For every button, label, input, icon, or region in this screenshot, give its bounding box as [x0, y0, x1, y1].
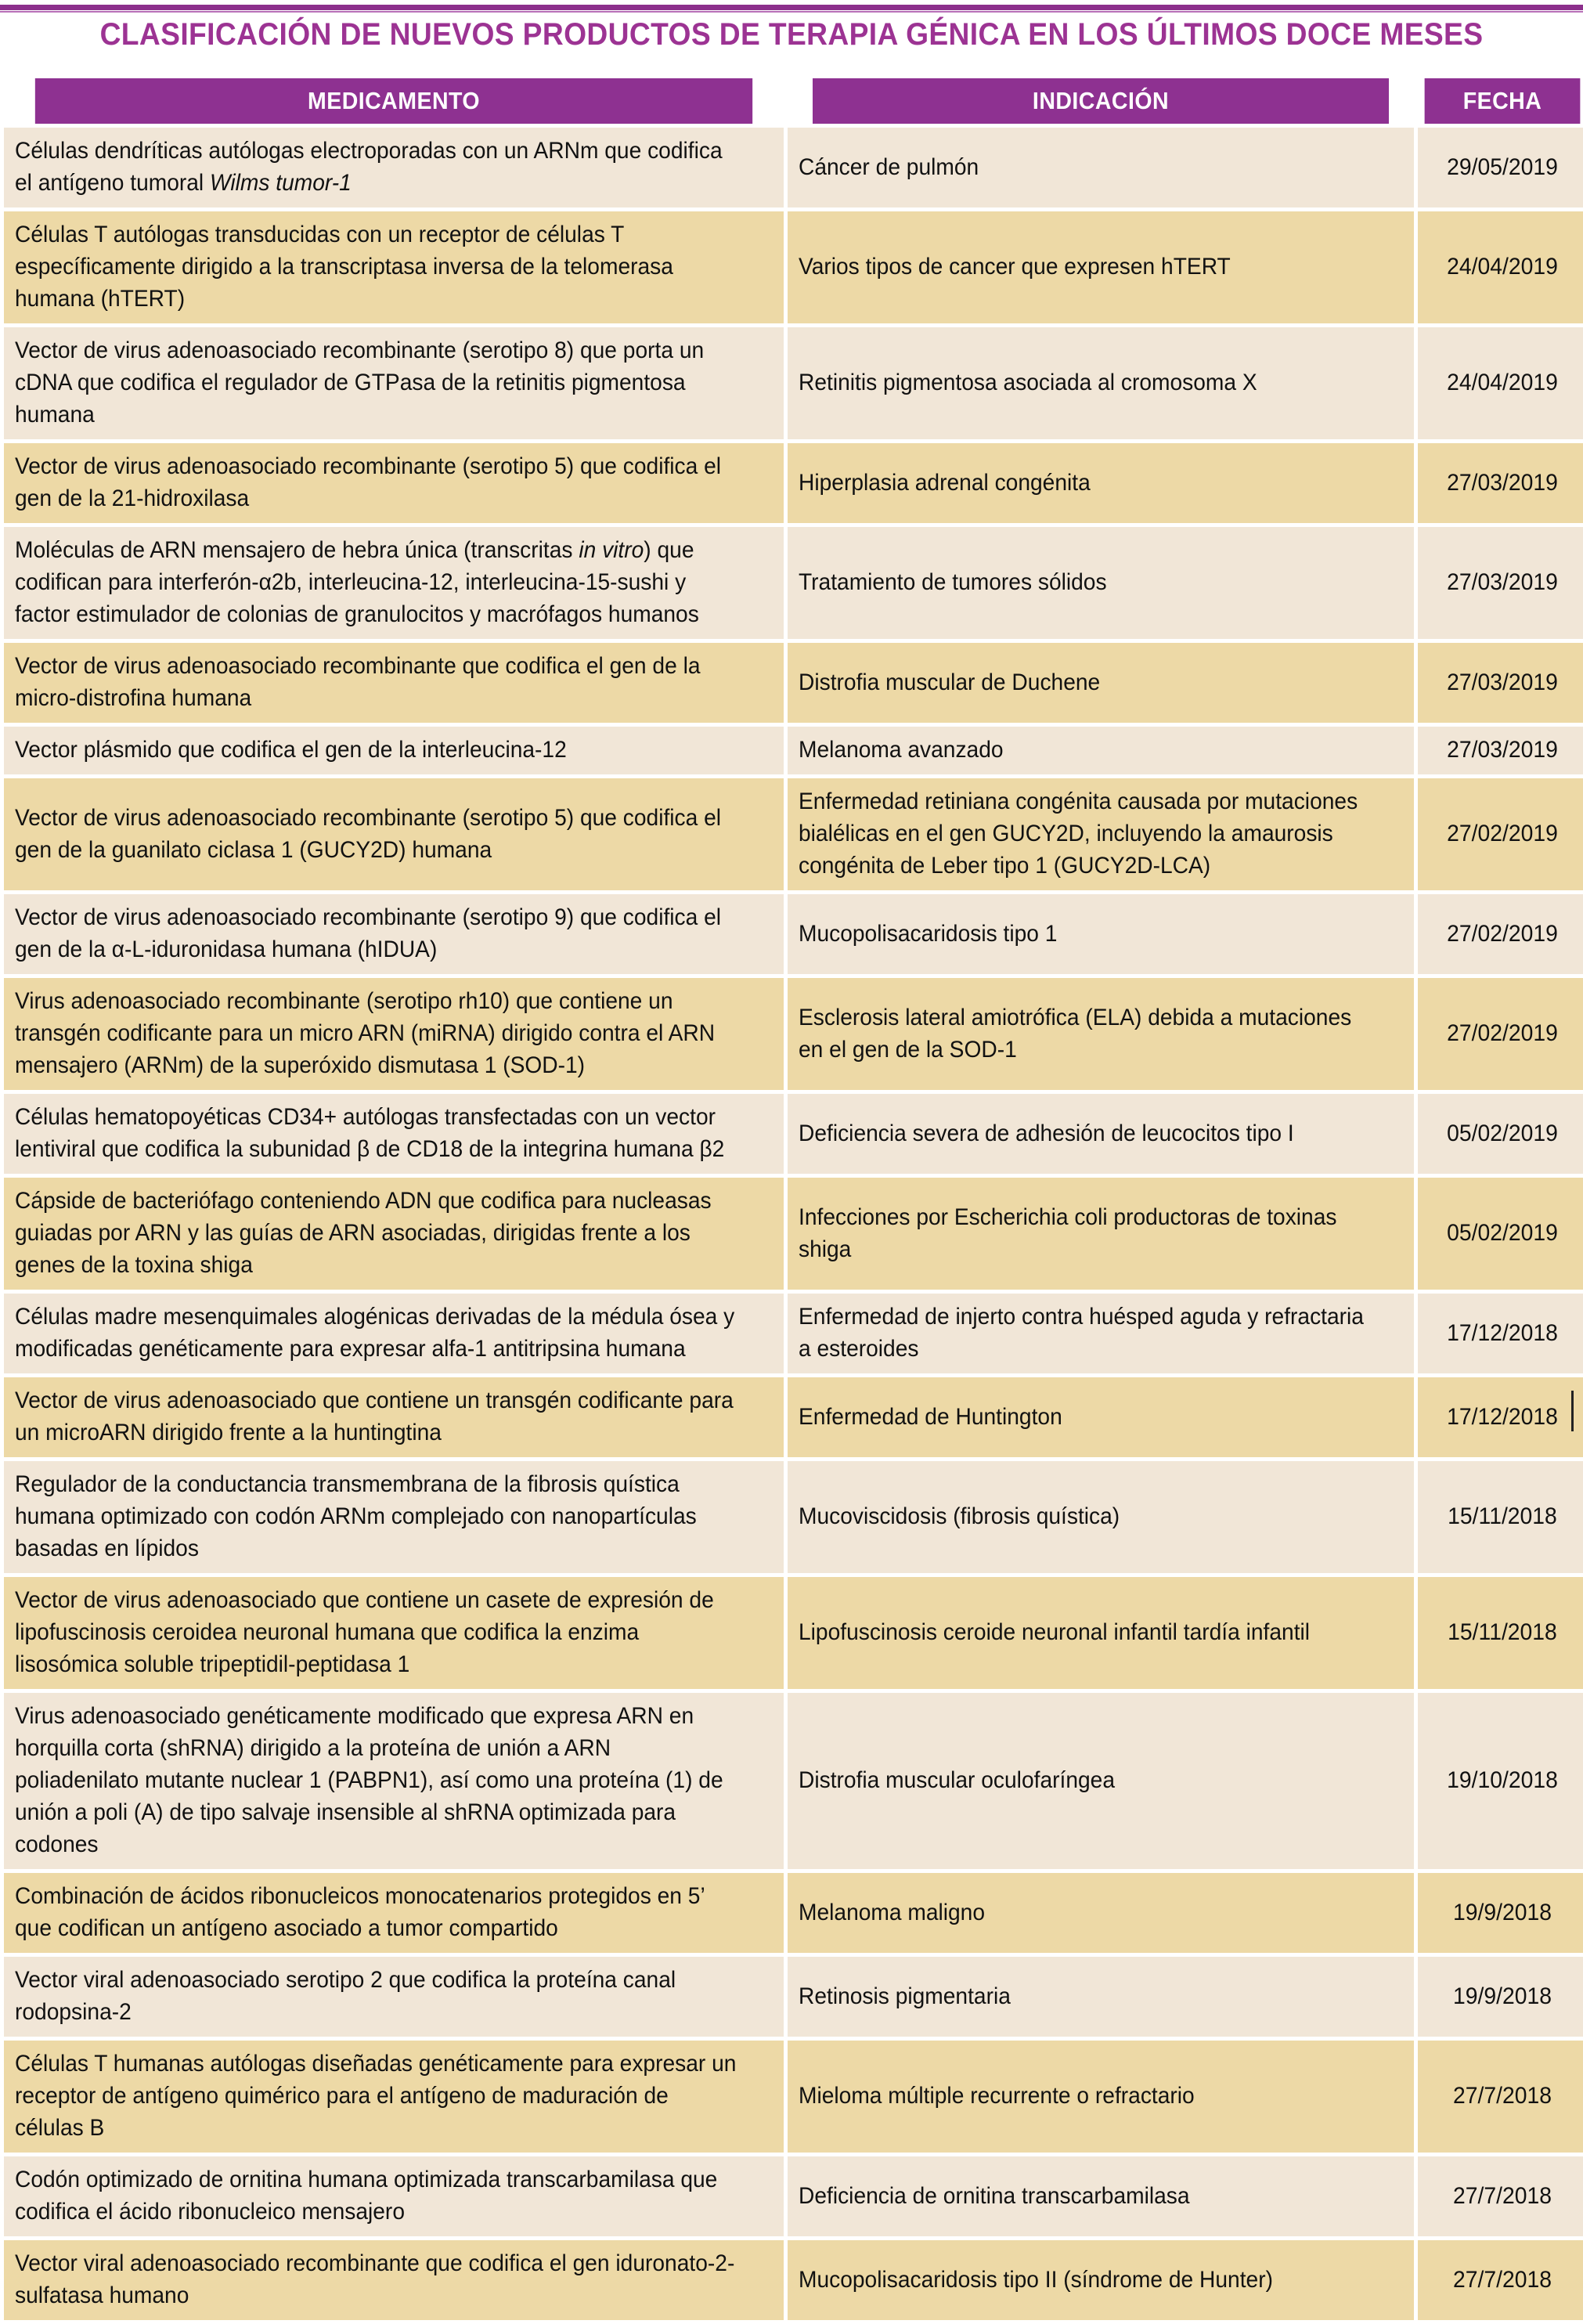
cell-medicamento-text: Células dendríticas autólogas electroporadas con un ARNm que codifica el antígeno tumoral Wilms tumor-1 — [15, 138, 723, 196]
cell-medicamento — [4, 2156, 784, 2236]
cell-fecha-text: 29/05/2019 — [1447, 153, 1558, 180]
cell-medicamento — [4, 443, 784, 523]
cell-fecha-text: 27/03/2019 — [1447, 737, 1558, 763]
cell-fecha — [1418, 2041, 1583, 2153]
cell-indicacion-text: Enfermedad de injerto contra huésped aguda y refractaria a esteroides — [799, 1304, 1364, 1362]
table-row — [4, 1873, 1583, 1953]
header-row — [4, 78, 1583, 124]
table-row — [4, 1094, 1583, 1174]
column-header-fecha: FECHA — [1425, 78, 1581, 124]
table-row — [4, 778, 1583, 890]
table-row — [4, 643, 1583, 723]
cell-medicamento — [4, 1178, 784, 1290]
cell-fecha — [1418, 1178, 1583, 1290]
cell-medicamento — [4, 643, 784, 723]
page-title: CLASIFICACIÓN DE NUEVOS PRODUCTOS DE TERAPIA GÉNICA EN LOS ÚLTIMOS DOCE MESES — [99, 17, 1484, 52]
cell-fecha-text: 27/03/2019 — [1447, 669, 1558, 695]
cell-medicamento — [4, 894, 784, 974]
cell-fecha — [1418, 1577, 1583, 1689]
cell-fecha — [1418, 1693, 1583, 1869]
cell-indicacion — [788, 1461, 1414, 1573]
table-row — [4, 894, 1583, 974]
cell-fecha-text: 27/02/2019 — [1447, 821, 1558, 846]
table-row — [4, 1693, 1583, 1869]
cell-fecha-text: 27/7/2018 — [1453, 2266, 1552, 2293]
gene-therapy-table — [0, 74, 1583, 2324]
cell-indicacion — [788, 778, 1414, 890]
cell-indicacion-text: Mucoviscidosis (fibrosis quística) — [799, 1503, 1120, 1529]
cell-medicamento — [4, 327, 784, 439]
cell-indicacion — [788, 1577, 1414, 1689]
cell-fecha-text: 27/02/2019 — [1447, 1020, 1558, 1046]
cell-fecha — [1418, 1377, 1583, 1457]
cell-medicamento-text: Vector de virus adenoasociado recombinante (serotipo 9) que codifica el gen de la α-L-iduronidasa humana (hIDUA) — [15, 904, 722, 962]
cell-fecha-text: 27/03/2019 — [1447, 569, 1558, 595]
table-row — [4, 1577, 1583, 1689]
cell-medicamento-text: Células hematopoyéticas CD34+ autólogas transfectadas con un vector lentiviral que codifica la subunidad β de CD18 de la integrina humana β2 — [15, 1104, 725, 1162]
cell-medicamento-text: Codón optimizado de ornitina humana optimizada transcarbamilasa que codifica el ácido ribonucleico mensajero — [15, 2167, 718, 2225]
cell-indicacion — [788, 211, 1414, 323]
cell-indicacion — [788, 1377, 1414, 1457]
cell-indicacion — [788, 1957, 1414, 2037]
cell-fecha — [1418, 327, 1583, 439]
gene-therapy-table-wrapper — [0, 74, 1583, 2324]
cell-medicamento-text: Vector de virus adenoasociado que contiene un casete de expresión de lipofuscinosis ceroidea neuronal humana que codifica la enzima lisosómica soluble tripeptidil-peptidasa 1 — [15, 1587, 714, 1677]
cell-indicacion-text: Infecciones por Escherichia coli productoras de toxinas shiga — [799, 1204, 1337, 1262]
cell-indicacion-text: Distrofia muscular de Duchene — [799, 669, 1101, 695]
table-row — [4, 2240, 1583, 2320]
cell-indicacion — [788, 2240, 1414, 2320]
column-header-medicamento: MEDICAMENTO — [35, 78, 752, 124]
cell-indicacion — [788, 978, 1414, 1090]
cell-indicacion-text: Deficiencia de ornitina transcarbamilasa — [799, 2182, 1190, 2209]
cell-fecha-text: 24/04/2019 — [1447, 254, 1558, 280]
cell-fecha — [1418, 1294, 1583, 1373]
cell-fecha — [1418, 727, 1583, 774]
cell-fecha-text: 17/12/2018 — [1447, 1403, 1558, 1430]
cell-fecha — [1418, 211, 1583, 323]
cell-fecha — [1418, 128, 1583, 208]
table-row — [4, 1377, 1583, 1457]
cell-indicacion-text: Hiperplasia adrenal congénita — [799, 469, 1091, 496]
cell-fecha-text: 17/12/2018 — [1447, 1319, 1558, 1346]
cell-indicacion-text: Enfermedad retiniana congénita causada por mutaciones bialélicas en el gen GUCY2D, incluyendo la amaurosis congénita de Leber tipo 1 (GUCY2D-LCA) — [799, 788, 1358, 879]
table-row — [4, 1461, 1583, 1573]
cell-medicamento — [4, 211, 784, 323]
cell-fecha — [1418, 2240, 1583, 2320]
cell-fecha — [1418, 443, 1583, 523]
cell-medicamento — [4, 1294, 784, 1373]
cell-fecha — [1418, 778, 1583, 890]
cell-medicamento — [4, 1693, 784, 1869]
cell-medicamento-text: Células T autólogas transducidas con un receptor de células T específicamente dirigido a la transcriptasa inversa de la telomerasa humana (hTERT) — [15, 222, 673, 312]
cell-fecha-text: 27/7/2018 — [1453, 2182, 1552, 2209]
table-row — [4, 2041, 1583, 2153]
cell-indicacion — [788, 1094, 1414, 1174]
cell-indicacion-text: Lipofuscinosis ceroide neuronal infantil tardía infantil — [799, 1619, 1311, 1645]
table-row — [4, 1957, 1583, 2037]
cell-fecha — [1418, 894, 1583, 974]
cell-indicacion-text: Varios tipos de cancer que expresen hTERT — [799, 254, 1231, 280]
cell-indicacion-text: Tratamiento de tumores sólidos — [799, 569, 1107, 595]
cell-indicacion-text: Cáncer de pulmón — [799, 153, 979, 180]
cell-indicacion — [788, 2156, 1414, 2236]
cell-medicamento-text: Virus adenoasociado genéticamente modificado que expresa ARN en horquilla corta (shRNA) dirigido a la proteína de unión a ARN poliadenilato mutante nuclear 1 (PABPN1), así como una proteína (1) de unión a poli (A) de tipo salvaje insensible al shRNA optimizada para codones — [15, 1703, 723, 1857]
cell-medicamento — [4, 128, 784, 208]
cell-fecha-text: 27/03/2019 — [1447, 469, 1558, 496]
cell-medicamento — [4, 2240, 784, 2320]
cell-fecha — [1418, 1957, 1583, 2037]
cell-fecha — [1418, 1873, 1583, 1953]
table-row — [4, 443, 1583, 523]
cell-fecha — [1418, 527, 1583, 639]
cell-medicamento-text: Combinación de ácidos ribonucleicos monocatenarios protegidos en 5’ que codifican un antígeno asociado a tumor compartido — [15, 1883, 705, 1941]
page-edge-artifact — [1571, 1391, 1574, 1431]
table-row — [4, 1294, 1583, 1373]
cell-indicacion — [788, 443, 1414, 523]
cell-medicamento — [4, 527, 784, 639]
table-body — [4, 128, 1583, 2320]
cell-indicacion-text: Mucopolisacaridosis tipo 1 — [799, 920, 1058, 947]
cell-fecha — [1418, 1461, 1583, 1573]
cell-indicacion — [788, 1693, 1414, 1869]
cell-fecha — [1418, 643, 1583, 723]
table-row — [4, 1178, 1583, 1290]
cell-medicamento-text: Vector viral adenoasociado serotipo 2 que codifica la proteína canal rodopsina-2 — [15, 1967, 676, 2025]
cell-indicacion — [788, 527, 1414, 639]
cell-indicacion — [788, 1294, 1414, 1373]
cell-medicamento-text: Vector de virus adenoasociado recombinante (serotipo 5) que codifica el gen de la 21-hidroxilasa — [15, 453, 722, 511]
cell-medicamento — [4, 1957, 784, 2037]
cell-medicamento-text: Vector de virus adenoasociado recombinante (serotipo 5) que codifica el gen de la guanilato ciclasa 1 (GUCY2D) humana — [15, 804, 722, 863]
cell-medicamento-text: Vector plásmido que codifica el gen de la interleucina-12 — [15, 737, 567, 763]
cell-fecha-text: 15/11/2018 — [1448, 1503, 1557, 1529]
table-row — [4, 2156, 1583, 2236]
cell-medicamento — [4, 978, 784, 1090]
cell-fecha — [1418, 978, 1583, 1090]
cell-indicacion-text: Esclerosis lateral amiotrófica (ELA) debida a mutaciones en el gen de la SOD-1 — [799, 1004, 1352, 1063]
cell-fecha-text: 05/02/2019 — [1447, 1220, 1558, 1246]
table-row — [4, 978, 1583, 1090]
cell-fecha-text: 27/02/2019 — [1447, 920, 1558, 947]
cell-indicacion — [788, 128, 1414, 208]
cell-indicacion — [788, 1873, 1414, 1953]
cell-indicacion — [788, 894, 1414, 974]
cell-medicamento — [4, 778, 784, 890]
cell-indicacion — [788, 1178, 1414, 1290]
cell-medicamento — [4, 727, 784, 774]
cell-indicacion-text: Retinitis pigmentosa asociada al cromosoma X — [799, 370, 1257, 395]
cell-medicamento-text: Vector de virus adenoasociado recombinante que codifica el gen de la micro-distrofina humana — [15, 653, 701, 711]
cell-fecha-text: 24/04/2019 — [1447, 370, 1558, 395]
cell-medicamento-text: Cápside de bacteriófago conteniendo ADN que codifica para nucleasas guiadas por ARN y las guías de ARN asociadas, dirigidas frente a los genes de la toxina shiga — [15, 1188, 712, 1278]
table-row — [4, 128, 1583, 208]
cell-fecha — [1418, 2156, 1583, 2236]
cell-fecha-text: 19/9/2018 — [1453, 1983, 1552, 2009]
table-header — [4, 78, 1583, 124]
cell-medicamento — [4, 2041, 784, 2153]
table-row — [4, 327, 1583, 439]
cell-fecha-text: 19/10/2018 — [1447, 1767, 1558, 1793]
cell-indicacion-text: Mucopolisacaridosis tipo II (síndrome de Hunter) — [799, 2266, 1273, 2293]
cell-indicacion-text: Melanoma avanzado — [799, 737, 1004, 763]
table-row — [4, 211, 1583, 323]
cell-indicacion-text: Mieloma múltiple recurrente o refractario — [799, 2083, 1195, 2109]
cell-indicacion — [788, 2041, 1414, 2153]
cell-medicamento — [4, 1577, 784, 1689]
cell-fecha-text: 15/11/2018 — [1448, 1619, 1557, 1645]
cell-medicamento — [4, 1461, 784, 1573]
column-header-indicacion: INDICACIÓN — [813, 78, 1389, 124]
cell-indicacion — [788, 327, 1414, 439]
table-row — [4, 727, 1583, 774]
cell-medicamento-text: Moléculas de ARN mensajero de hebra única (transcritas in vitro) que codifican para interferón-α2b, interleucina-12, interleucina-15-sushi y factor estimulador de colonias de granulocitos y macrófagos humanos — [15, 537, 699, 627]
top-rule-thin — [0, 11, 1583, 13]
cell-medicamento — [4, 1377, 784, 1457]
cell-indicacion — [788, 643, 1414, 723]
cell-indicacion-text: Distrofia muscular oculofaríngea — [799, 1767, 1115, 1793]
cell-fecha-text: 19/9/2018 — [1453, 1899, 1552, 1925]
cell-medicamento — [4, 1094, 784, 1174]
cell-indicacion-text: Melanoma maligno — [799, 1899, 986, 1925]
top-rule-thick — [0, 5, 1583, 10]
cell-indicacion — [788, 727, 1414, 774]
cell-indicacion-text: Enfermedad de Huntington — [799, 1403, 1062, 1430]
cell-medicamento-text: Virus adenoasociado recombinante (serotipo rh10) que contiene un transgén codificante para un micro ARN (miRNA) dirigido contra el ARN mensajero (ARNm) de la superóxido dismutasa 1 (SOD-1) — [15, 988, 716, 1078]
cell-medicamento — [4, 1873, 784, 1953]
cell-medicamento-text: Regulador de la conductancia transmembrana de la fibrosis quística humana optimizado con codón ARNm complejado con nanopartículas basadas en lípidos — [15, 1471, 697, 1561]
cell-medicamento-text: Vector de virus adenoasociado recombinante (serotipo 8) que porta un cDNA que codifica el regulador de GTPasa de la retinitis pigmentosa humana — [15, 337, 705, 428]
cell-indicacion-text: Deficiencia severa de adhesión de leucocitos tipo I — [799, 1120, 1294, 1146]
cell-fecha-text: 27/7/2018 — [1453, 2083, 1552, 2109]
cell-fecha — [1418, 1094, 1583, 1174]
cell-medicamento-text: Células madre mesenquimales alogénicas derivadas de la médula ósea y modificadas genéticamente para expresar alfa-1 antitripsina humana — [15, 1304, 735, 1362]
cell-medicamento-text: Vector viral adenoasociado recombinante que codifica el gen iduronato-2-sulfatasa humano — [15, 2250, 735, 2308]
cell-fecha-text: 05/02/2019 — [1447, 1120, 1558, 1146]
cell-medicamento-text: Células T humanas autólogas diseñadas genéticamente para expresar un receptor de antígeno quimérico para el antígeno de maduración de células B — [15, 2051, 737, 2141]
cell-medicamento-text: Vector de virus adenoasociado que contiene un transgén codificante para un microARN dirigido frente a la huntingtina — [15, 1388, 734, 1445]
cell-indicacion-text: Retinosis pigmentaria — [799, 1983, 1011, 2009]
table-row — [4, 527, 1583, 639]
